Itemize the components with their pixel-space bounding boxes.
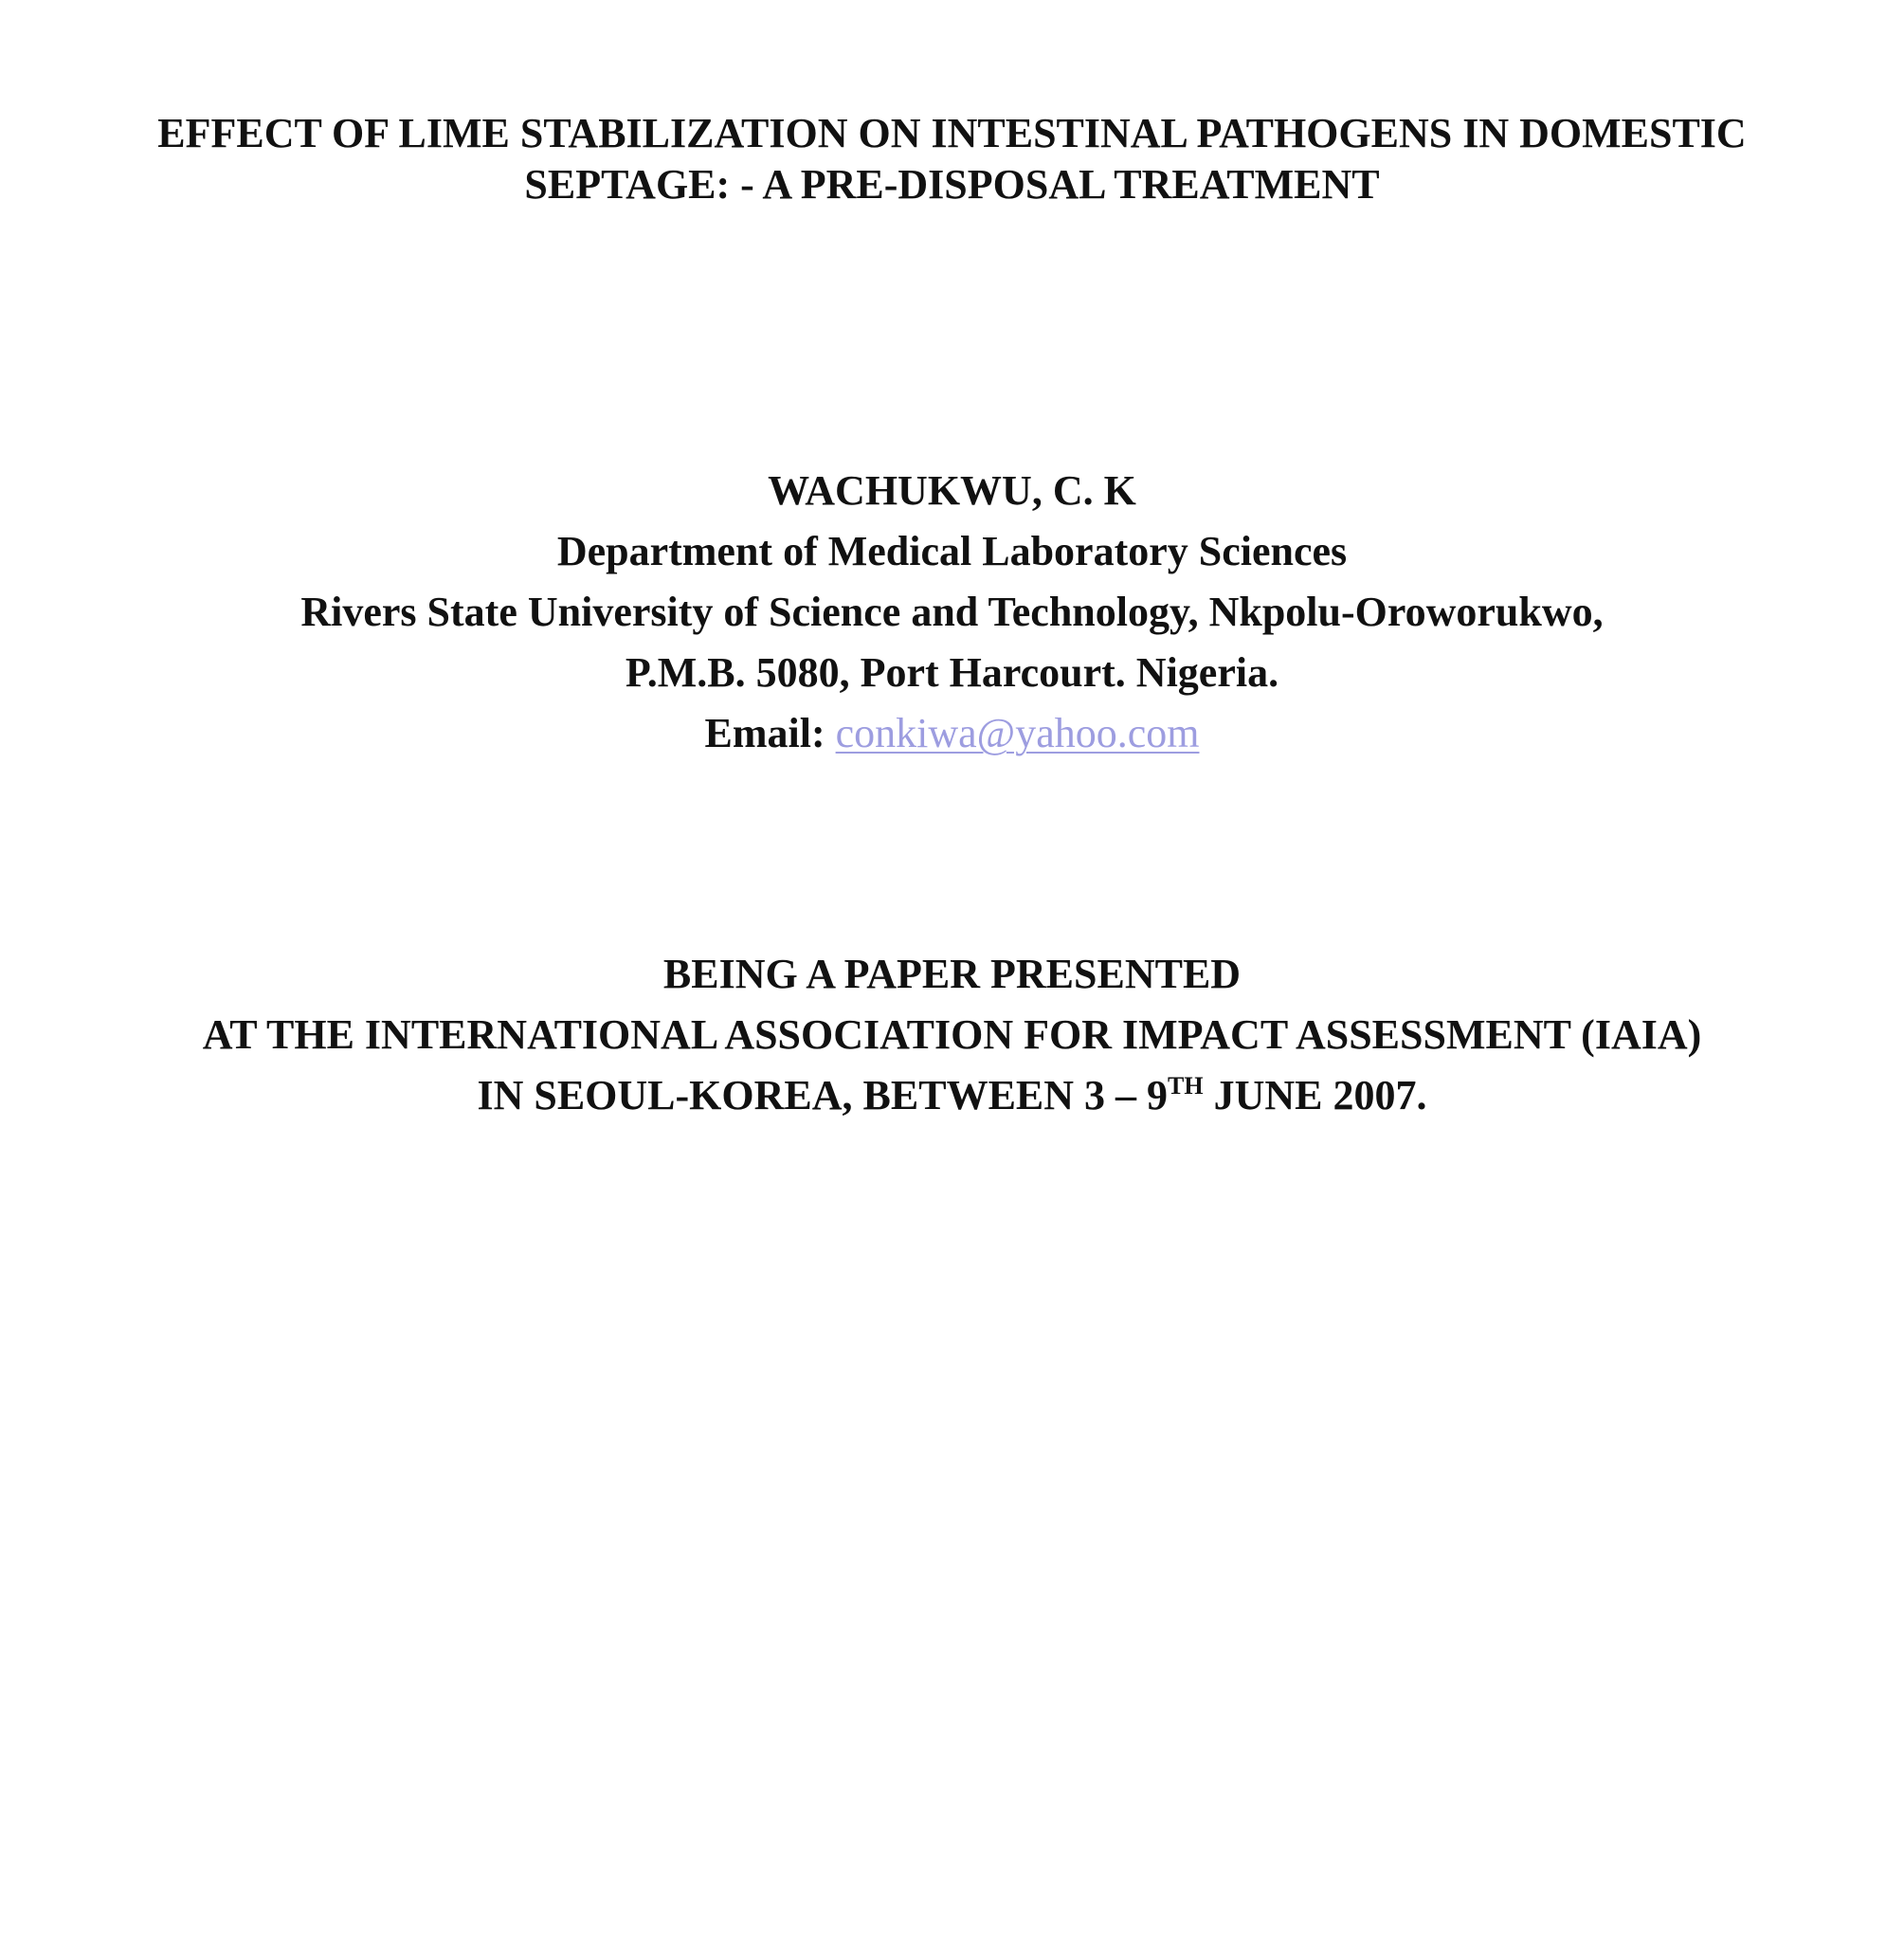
presentation-block bbox=[0, 944, 1904, 1126]
date-ordinal-superscript: TH bbox=[1168, 1072, 1204, 1100]
author-block bbox=[0, 461, 1904, 764]
email-link[interactable]: conkiwa@yahoo.com bbox=[835, 710, 1200, 756]
author-name: WACHUKWU, C. K bbox=[768, 467, 1136, 514]
author-address: P.M.B. 5080, Port Harcourt. Nigeria. bbox=[625, 649, 1279, 696]
presentation-date-suffix: JUNE 2007. bbox=[1203, 1072, 1427, 1118]
author-email-line bbox=[0, 703, 1904, 764]
title-line-2: SEPTAGE: - A PRE-DISPOSAL TREATMENT bbox=[524, 161, 1380, 208]
author-department: Department of Medical Laboratory Sciences bbox=[556, 528, 1348, 574]
presentation-line-3 bbox=[0, 1065, 1904, 1126]
presentation-date-prefix: IN SEOUL-KOREA, BETWEEN 3 – 9 bbox=[477, 1072, 1169, 1118]
title-line-1: EFFECT OF LIME STABILIZATION ON INTESTINAL PATHOGENS IN DOMESTIC bbox=[157, 110, 1747, 156]
presentation-line-2: AT THE INTERNATIONAL ASSOCIATION FOR IMPACT ASSESSMENT (IAIA) bbox=[202, 1011, 1702, 1058]
email-label: Email: bbox=[704, 710, 825, 756]
author-university: Rivers State University of Science and Technology, Nkpolu-Oroworukwo, bbox=[300, 589, 1604, 635]
presentation-line-1: BEING A PAPER PRESENTED bbox=[662, 951, 1242, 997]
paper-title bbox=[0, 108, 1904, 210]
